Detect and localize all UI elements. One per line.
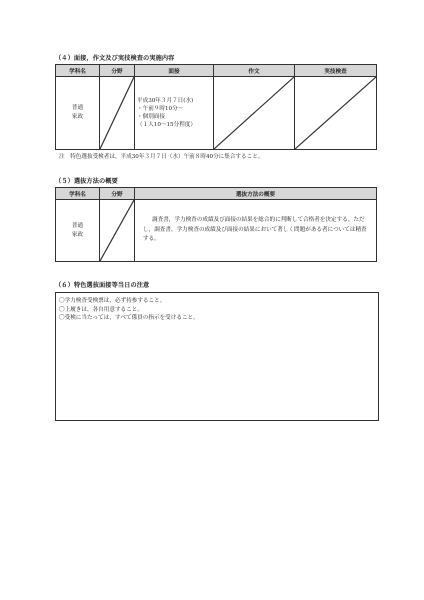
header-skill-test: 実技検査 <box>295 65 377 77</box>
section4-title: （４）面接，作文及び実技検査の実施内容 <box>55 55 175 62</box>
selection-method-text: 調査書，学力検査の成績及び面接の結果を総合的に判断して合格者を決定する。ただし，調査書，学力検査の成績及び面接の結果において著しく問題がある者については精査する。 <box>135 200 377 262</box>
header-department: 学科名 <box>56 188 100 200</box>
diagonal-slash <box>295 77 376 149</box>
header-essay: 作文 <box>214 65 295 77</box>
interview-line: ・午前９時10分～ <box>137 106 184 112</box>
skill-test-cell-empty <box>295 77 377 150</box>
notice-item: 〇上履きは，各自用意すること。 <box>59 306 143 313</box>
department-cell <box>56 200 100 262</box>
section5-title: （５）選抜方法の概要 <box>55 178 118 185</box>
essay-cell-empty <box>214 77 295 150</box>
field-cell-empty <box>100 77 135 150</box>
header-field: 分野 <box>100 65 135 77</box>
notice-item: 〇受検に当たっては，すべて係員の指示を受けること。 <box>59 315 199 321</box>
header-selection-method: 選抜方法の概要 <box>135 188 377 200</box>
diagonal-slash <box>100 77 134 149</box>
interview-line: 平成30年３月７日(水) <box>137 98 194 104</box>
header-department: 学科名 <box>56 65 100 77</box>
department-line: 家政 <box>71 231 84 238</box>
diagonal-slash <box>214 77 294 149</box>
section4-note: 注 特色選抜受検者は，平成30年３月７日（水）午前８時40分に集合すること。 <box>59 154 264 160</box>
department-cell <box>56 77 100 150</box>
section5-table <box>55 187 377 262</box>
diagonal-slash <box>100 200 134 261</box>
department-line: 普通 <box>71 222 84 229</box>
header-field: 分野 <box>100 188 135 200</box>
notice-box <box>55 292 379 421</box>
section4-table <box>55 64 377 150</box>
section6-title: （６）特色選抜面接等当日の注意 <box>55 282 150 289</box>
notice-item: 〇学力検査受検票は，必ず持参すること。 <box>59 298 166 304</box>
interview-cell <box>135 77 214 150</box>
interview-line: （１人10～15分程度） <box>137 122 196 128</box>
interview-line: ・個別面接 <box>137 114 165 120</box>
field-cell-empty <box>100 200 135 262</box>
header-interview: 面接 <box>135 65 214 77</box>
department-line: 普通 <box>71 105 84 111</box>
department-line: 家政 <box>71 114 84 120</box>
